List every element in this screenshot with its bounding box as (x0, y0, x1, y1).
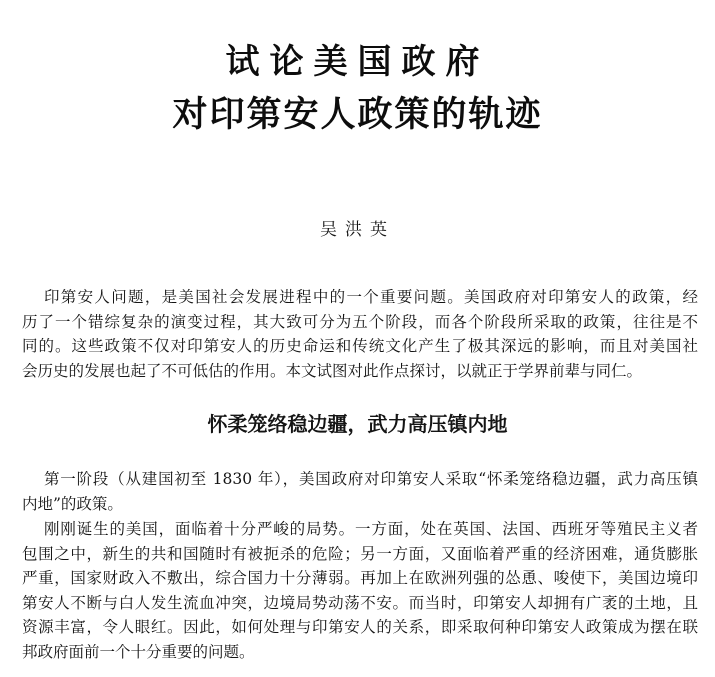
article-author: 吴洪英 (320, 220, 395, 240)
paragraph-line: 严重，国家财政入不敷出，综合国力十分薄弱。再加上在欧洲列强的怂恿、唆使下，美国边境印 (22, 569, 698, 587)
section-heading: 怀柔笼络稳边疆，武力高压镇内地 (207, 412, 508, 436)
paragraph-line: 第一阶段（从建国初至 1830 年），美国政府对印第安人采取“怀柔笼络稳边疆，武力高压镇 (44, 470, 698, 488)
article-title-line-2: 对印第安人政策的轨迹 (172, 95, 543, 135)
abstract-line: 历了一个错综复杂的演变过程，其大致可分为五个阶段，而各个阶段所采取的政策，往往是不 (22, 312, 698, 331)
abstract-line: 会历史的发展也起了不可低估的作用。本文试图对此作点探讨，以就正于学界前辈与同仁。 (22, 361, 643, 380)
paragraph-line: 邦政府面前一个十分重要的问题。 (22, 642, 255, 661)
paragraph-line: 包围之中，新生的共和国随时有被扼杀的危险；另一方面，又面临着严重的经济困难，通货膨胀 (22, 544, 698, 563)
paragraph-line: 刚刚诞生的美国，面临着十分严峻的局势。一方面，处在英国、法国、西班牙等殖民主义者 (44, 520, 698, 538)
article-title-line-1: 试论美国政府 (225, 42, 490, 82)
paragraph-line: 内地”的政策。 (22, 494, 123, 513)
abstract-line: 同的。这些政策不仅对印第安人的历史命运和传统文化产生了极其深远的影响，而且对美国社 (22, 337, 698, 355)
paragraph-line: 资源丰富，令人眼红。因此，如何处理与印第安人的关系，即采取何种印第安人政策成为摆在联 (22, 618, 698, 636)
abstract-paragraph (22, 285, 698, 383)
paragraph-line: 第安人不断与白人发生流血冲突，边境局势动荡不安。而当时，印第安人却拥有广袤的土地，且 (22, 593, 698, 612)
new-republic-paragraph (22, 517, 698, 664)
abstract-line: 印第安人问题，是美国社会发展进程中的一个重要问题。美国政府对印第安人的政策，经 (44, 288, 698, 306)
phase-one-paragraph (22, 467, 698, 516)
